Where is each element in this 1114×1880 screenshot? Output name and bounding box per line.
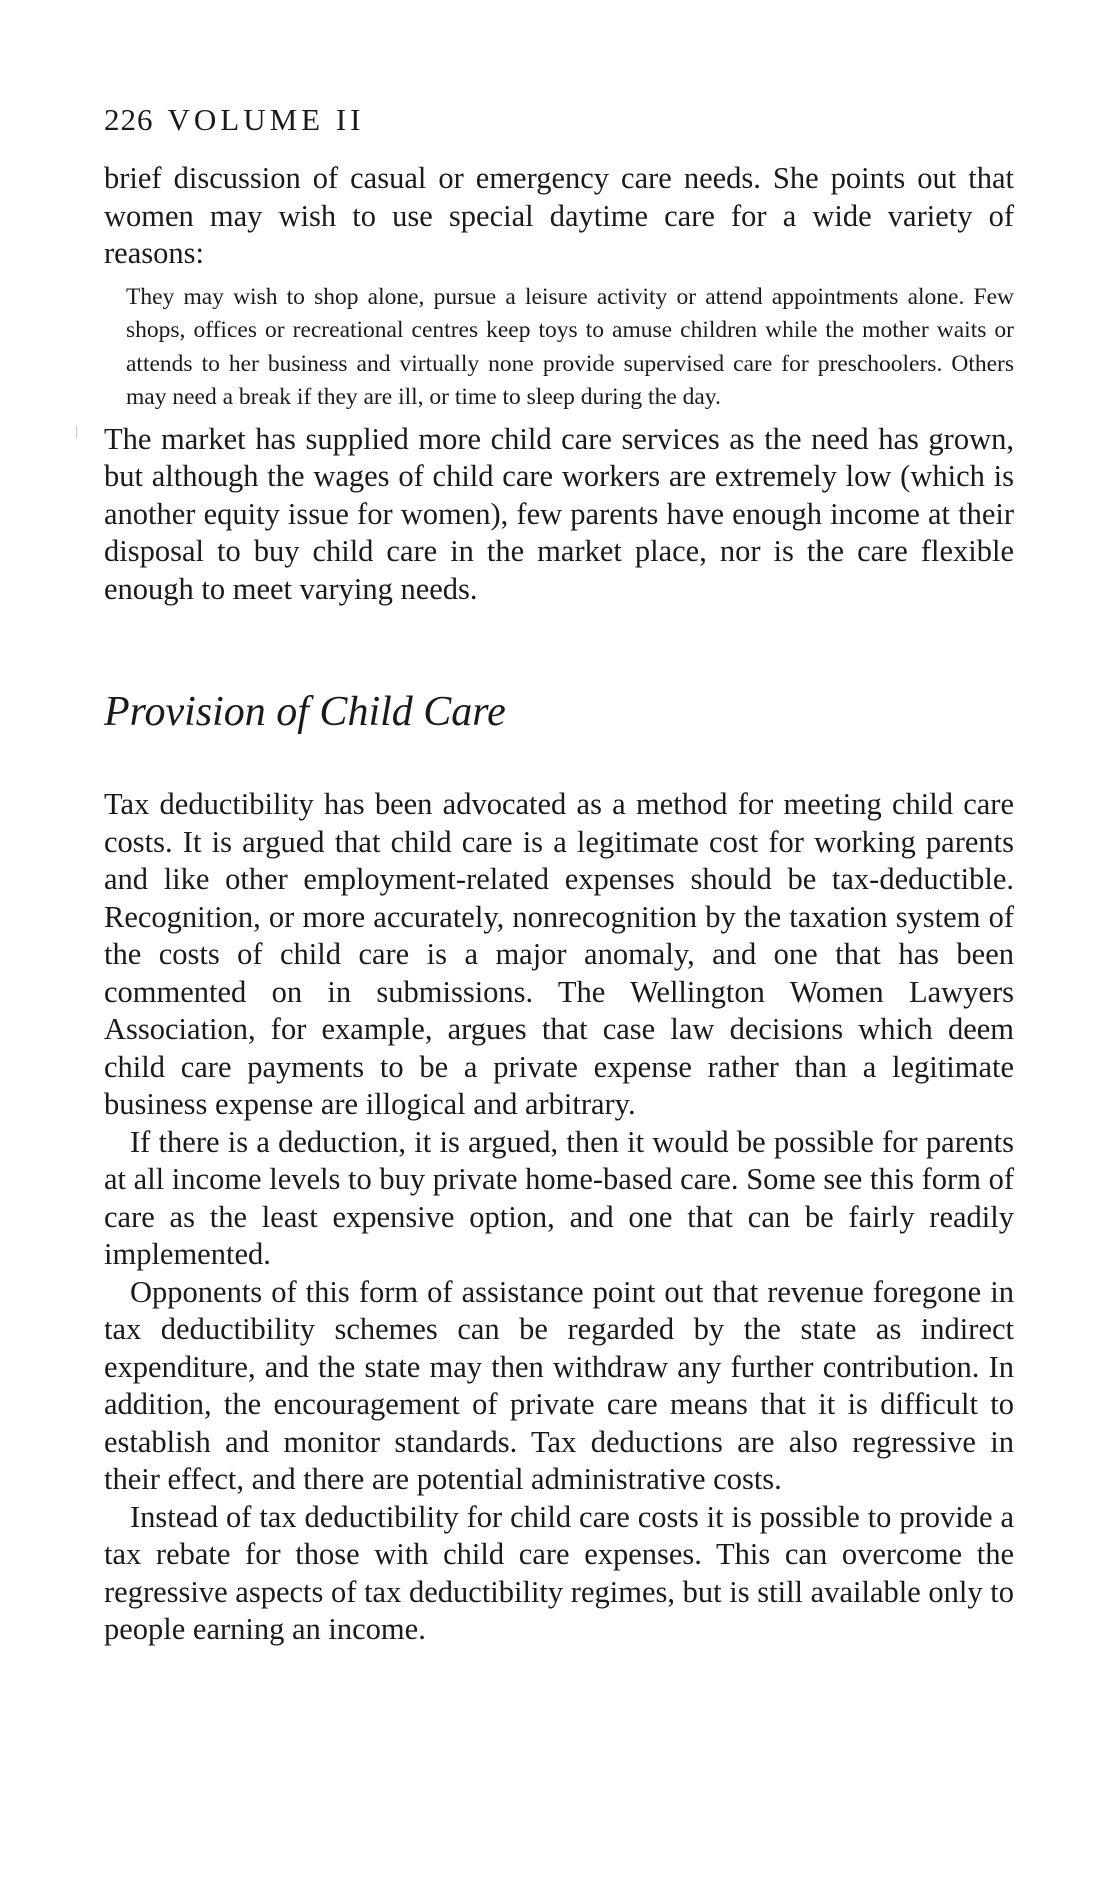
running-head <box>104 100 1014 140</box>
section-heading: Provision of Child Care <box>104 689 506 735</box>
section-paragraph-1: Tax deductibility has been advocated as a method for meeting child care costs. It is argued that child care is a legitimate cost for working parents and like other employment-related expenses should be tax-deductible. Recognition, or more accurately, nonrecognition by the taxation system of the costs of child care is a major anomaly, and one that has been commented on in submissions. The Wellington Women Lawyers Association, for example, argues that case law decisions which deem child care payments to be a private expense rather than a legitimate business expense are illogical and arbitrary. <box>104 787 1014 1121</box>
page-number: 226 <box>104 102 154 137</box>
closing-paragraph: The market has supplied more child care services as the need has grown, but although the wages of child care workers are extremely low (which is another equity issue for women), few parents have enough income at their disposal to buy child care in the market place, nor is the care flexible enough to meet varying needs. <box>104 421 1014 606</box>
volume-label: VOLUME II <box>167 102 365 137</box>
document-page <box>104 100 1014 1649</box>
section-paragraph-2: If there is a deduction, it is argued, then it would be possible for parents at all income levels to buy private home-based care. Some see this form of care as the least expensive option, and one that can be fairly readily implemented. <box>104 1124 1014 1271</box>
block-quote: They may wish to shop alone, pursue a leisure activity or attend appointments alone. Few shops, offices or recreational centres keep toys to amuse children while the mother waits or attends to her business and virtually none provide supervised care for preschoolers. Others may need a break if they are ill, or time to sleep during the day. <box>126 283 1014 410</box>
intro-paragraph: brief discussion of casual or emergency care needs. She points out that women may wish to use special daytime care for a wide variety of reasons: <box>104 161 1014 270</box>
section-paragraph-4: Instead of tax deductibility for child care costs it is possible to provide a tax rebate for those with child care expenses. This can overcome the regressive aspects of tax deductibility regimes, but is still available only to people earning an income. <box>104 1499 1014 1646</box>
scan-mark <box>76 426 77 438</box>
section-paragraph-3: Opponents of this form of assistance point out that revenue foregone in tax deductibility schemes can be regarded by the state as indirect expenditure, and the state may then withdraw any further contribution. In addition, the encouragement of private care means that it is difficult to establish and monitor standards. Tax deductions are also regressive in their effect, and there are potential administrative costs. <box>104 1274 1014 1496</box>
